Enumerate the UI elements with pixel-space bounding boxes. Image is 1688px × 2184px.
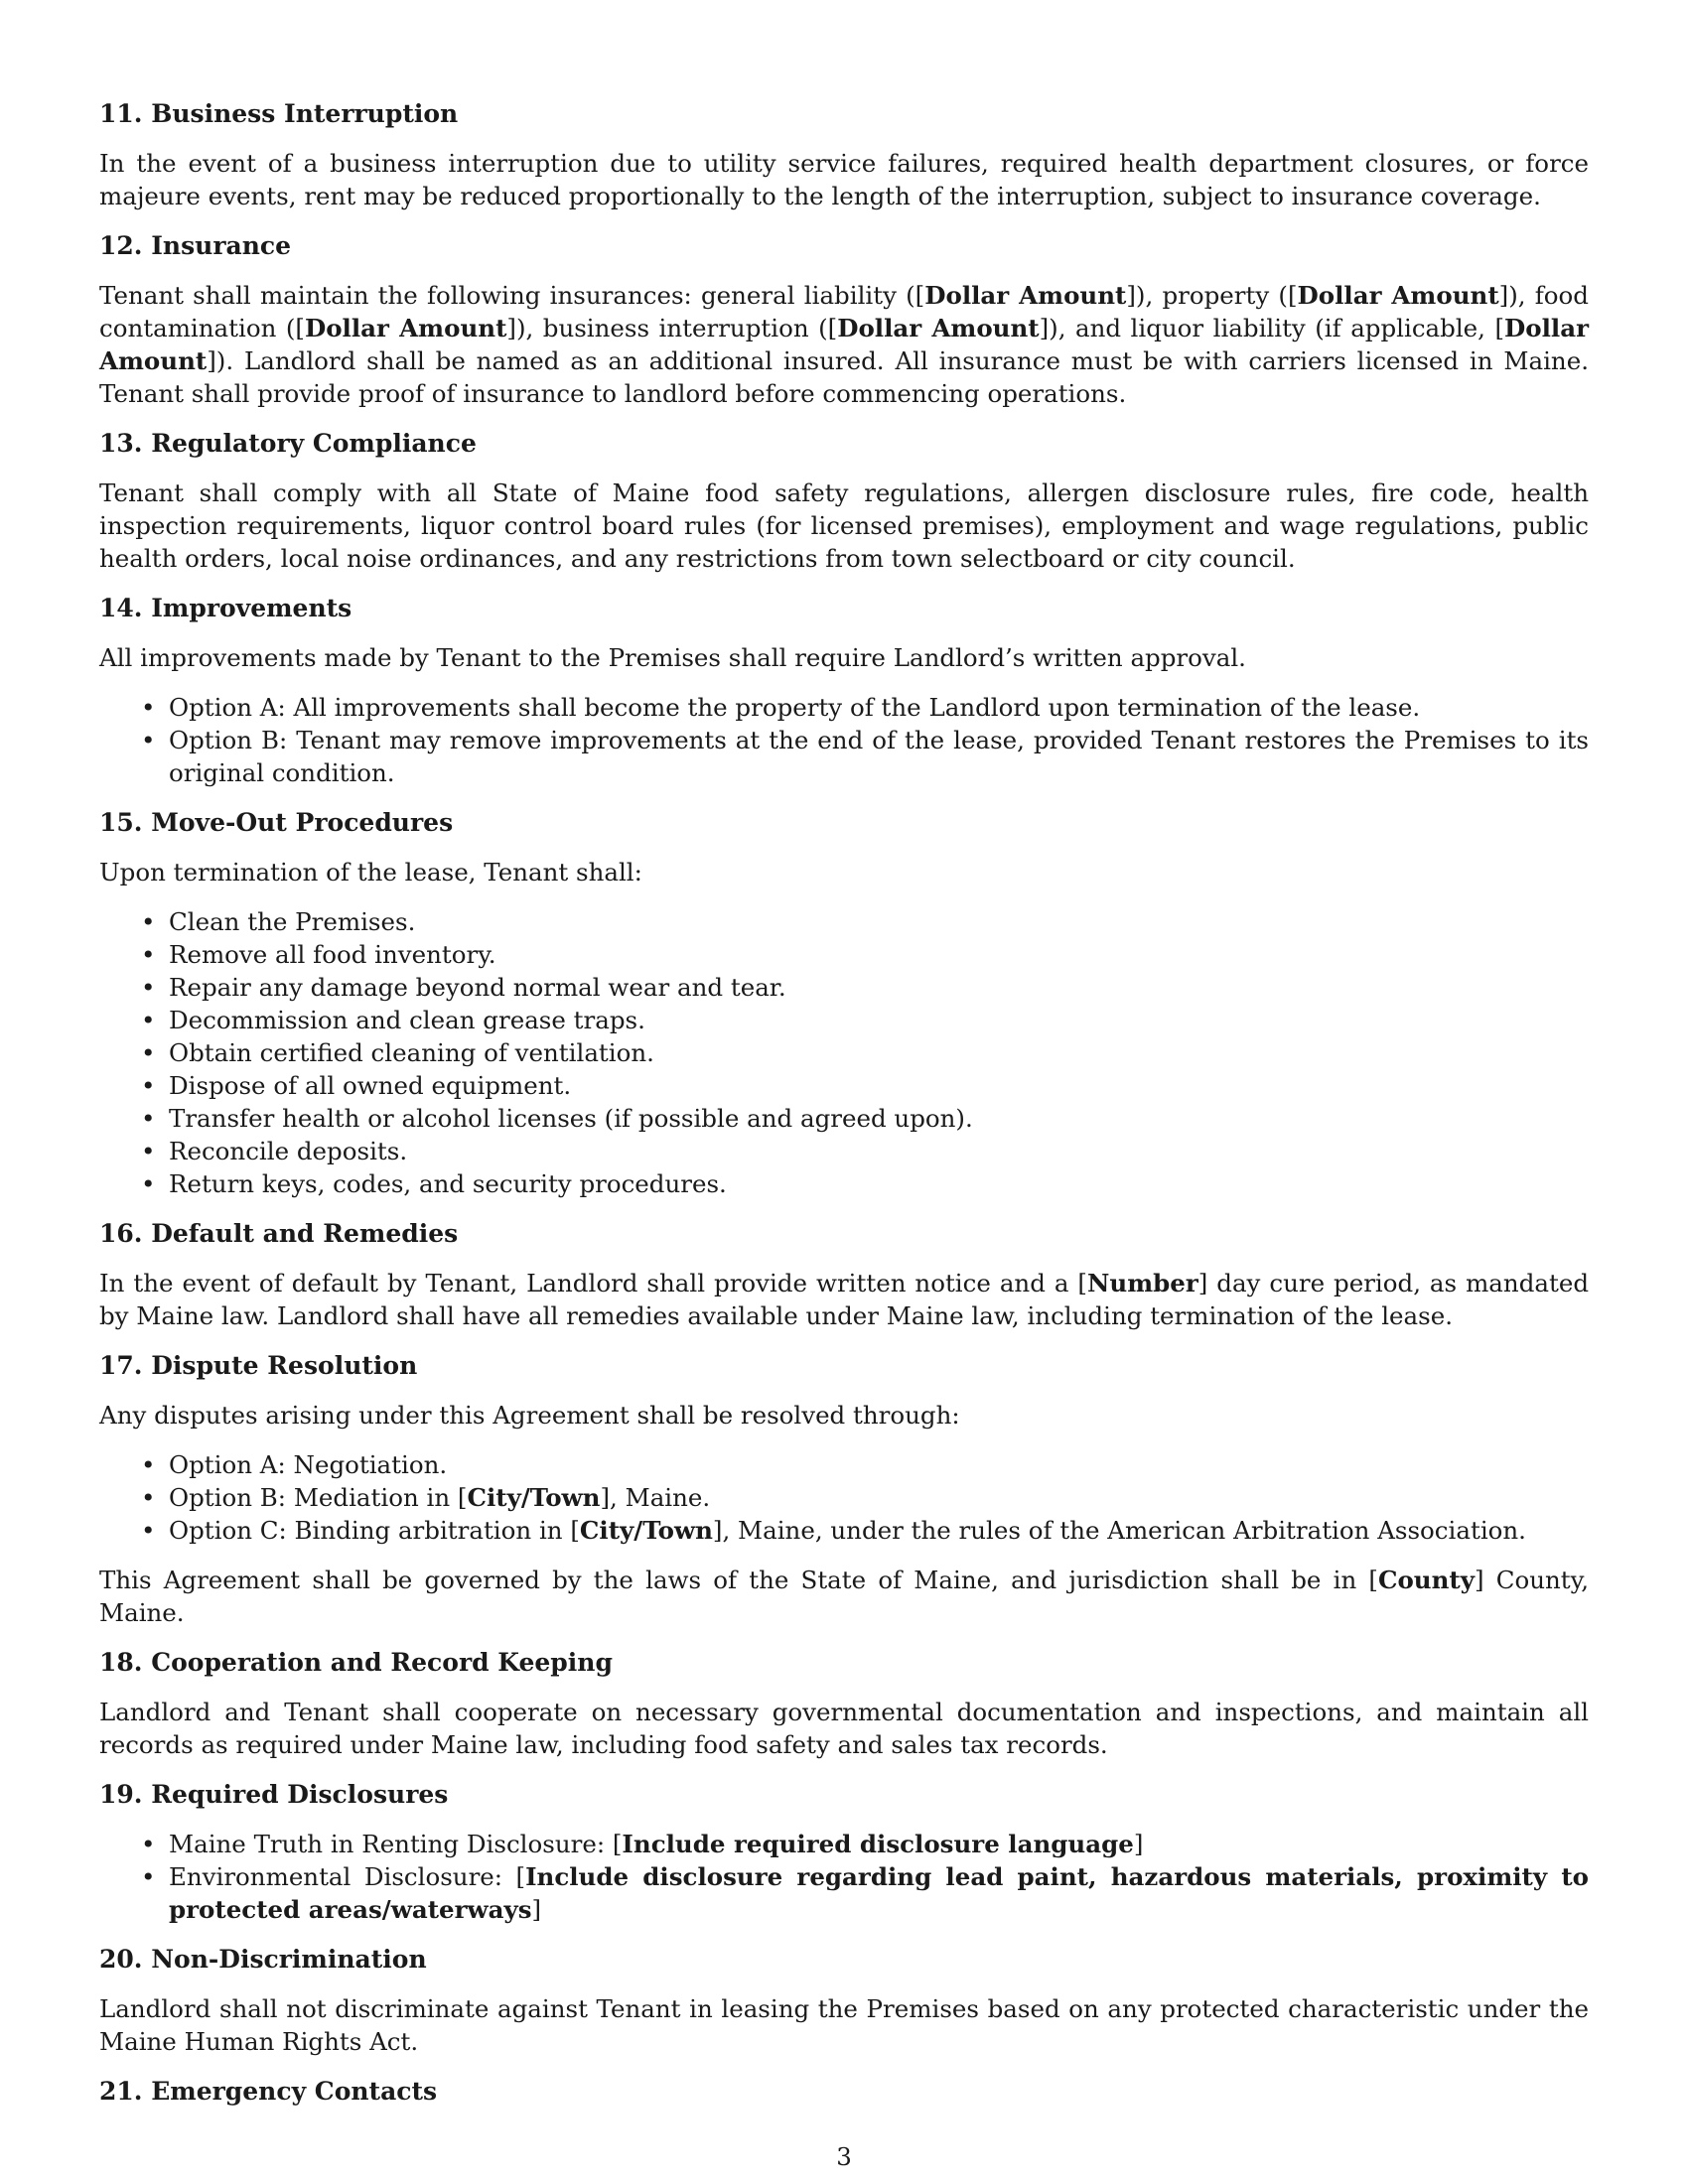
- list-item: • Clean the Premises.: [169, 905, 1589, 938]
- section-11-body: In the event of a business interruption due to utility service failures, required health department closures, or force majeure events, rent may be reduced proportionally to the length of the interruption, subject to insurance coverage.: [99, 149, 1589, 210]
- section-19-disclosures: [99, 1828, 1589, 1926]
- placeholder-city-town: City/Town: [579, 1516, 713, 1545]
- section-13-heading: 13. Regulatory Compliance: [99, 429, 477, 458]
- section-14-heading: 14. Improvements: [99, 594, 352, 622]
- section-21-heading: 21. Emergency Contacts: [99, 2077, 438, 2106]
- section-18-heading: 18. Cooperation and Record Keeping: [99, 1648, 613, 1677]
- section-16-heading: 16. Default and Remedies: [99, 1219, 459, 1248]
- section-13-body: Tenant shall comply with all State of Maine food safety regulations, allergen disclosure rules, fire code, health inspection requirements, liquor control board rules (for licensed premises), employment and wage regulations, public health orders, local noise ordinances, and any restrictions from town selectboard or city council.: [99, 478, 1589, 573]
- placeholder-county: County: [1377, 1566, 1475, 1594]
- section-14-options: [99, 691, 1589, 789]
- list-item: • Repair any damage beyond normal wear and tear.: [169, 971, 1589, 1004]
- section-19-heading: 19. Required Disclosures: [99, 1780, 449, 1809]
- section-16-body: In the event of default by Tenant, Landlord shall provide written notice and a [Number] day cure period, as mandated by Maine law. Landlord shall have all remedies available under Maine law, including termination of the lease.: [99, 1269, 1590, 1330]
- list-item: • Maine Truth in Renting Disclosure: [Include required disclosure language]: [169, 1828, 1589, 1860]
- placeholder-number: Number: [1086, 1269, 1198, 1297]
- list-item: • Option A: All improvements shall become the property of the Landlord upon termination of the lease.: [169, 691, 1589, 724]
- section-17-body: Any disputes arising under this Agreement shall be resolved through:: [99, 1401, 960, 1430]
- section-15-body: Upon termination of the lease, Tenant shall:: [99, 858, 642, 887]
- placeholder-dollar-amount: Dollar Amount: [924, 281, 1127, 310]
- list-item: • Option C: Binding arbitration in [City/Town], Maine, under the rules of the American Arbitration Association.: [169, 1514, 1589, 1547]
- section-15-items: [99, 905, 1589, 1200]
- section-11-heading: 11. Business Interruption: [99, 99, 459, 128]
- list-item: • Reconcile deposits.: [169, 1135, 1589, 1167]
- list-item: • Environmental Disclosure: [Include disclosure regarding lead paint, hazardous materials, proximity to protected areas/waterways]: [169, 1860, 1589, 1926]
- placeholder-disclosure-language: Include required disclosure language: [622, 1830, 1134, 1858]
- list-item: • Option A: Negotiation.: [169, 1448, 1589, 1481]
- list-item: • Return keys, codes, and security procedures.: [169, 1167, 1589, 1200]
- section-20-body: Landlord shall not discriminate against Tenant in leasing the Premises based on any protected characteristic under the Maine Human Rights Act.: [99, 1994, 1589, 2056]
- section-14-body: All improvements made by Tenant to the Premises shall require Landlord’s written approval.: [99, 643, 1246, 672]
- list-item: • Dispose of all owned equipment.: [169, 1069, 1589, 1102]
- list-item: • Decommission and clean grease traps.: [169, 1004, 1589, 1036]
- list-item: • Option B: Mediation in [City/Town], Maine.: [169, 1481, 1589, 1514]
- section-17-options: [99, 1448, 1589, 1547]
- placeholder-environmental-disclosure: Include disclosure regarding lead paint, hazardous materials, proximity to protected areas/waterways: [169, 1862, 1589, 1924]
- placeholder-dollar-amount: Dollar Amount: [99, 314, 1589, 375]
- section-17-heading: 17. Dispute Resolution: [99, 1351, 418, 1380]
- page-number: 3: [836, 2142, 852, 2171]
- list-item: • Option B: Tenant may remove improvements at the end of the lease, provided Tenant restores the Premises to its original condition.: [169, 724, 1589, 789]
- placeholder-dollar-amount: Dollar Amount: [304, 314, 507, 342]
- governing-law-paragraph: This Agreement shall be governed by the laws of the State of Maine, and jurisdiction shall be in [County] County, Maine.: [99, 1566, 1590, 1627]
- placeholder-dollar-amount: Dollar Amount: [1297, 281, 1499, 310]
- section-15-heading: 15. Move-Out Procedures: [99, 808, 454, 837]
- document-page: [99, 97, 1589, 2124]
- placeholder-city-town: City/Town: [467, 1483, 601, 1512]
- section-12-body: Tenant shall maintain the following insurances: general liability ([Dollar Amount]), property ([Dollar Amount]), food contamination ([Dollar Amount]), business interruption ([Dollar Amount]), and liquor liability (if applicable, [Dollar Amount]). Landlord shall be named as an additional insured. All insurance must be with carriers licensed in Maine. Tenant shall provide proof of insurance to landlord before commencing operations.: [99, 281, 1589, 408]
- list-item: • Transfer health or alcohol licenses (if possible and agreed upon).: [169, 1102, 1589, 1135]
- section-12-heading: 12. Insurance: [99, 231, 291, 260]
- placeholder-dollar-amount: Dollar Amount: [837, 314, 1040, 342]
- list-item: • Obtain certified cleaning of ventilation.: [169, 1036, 1589, 1069]
- list-item: • Remove all food inventory.: [169, 938, 1589, 971]
- section-18-body: Landlord and Tenant shall cooperate on necessary governmental documentation and inspections, and maintain all records as required under Maine law, including food safety and sales tax records.: [99, 1698, 1589, 1759]
- section-20-heading: 20. Non-Discrimination: [99, 1945, 427, 1974]
